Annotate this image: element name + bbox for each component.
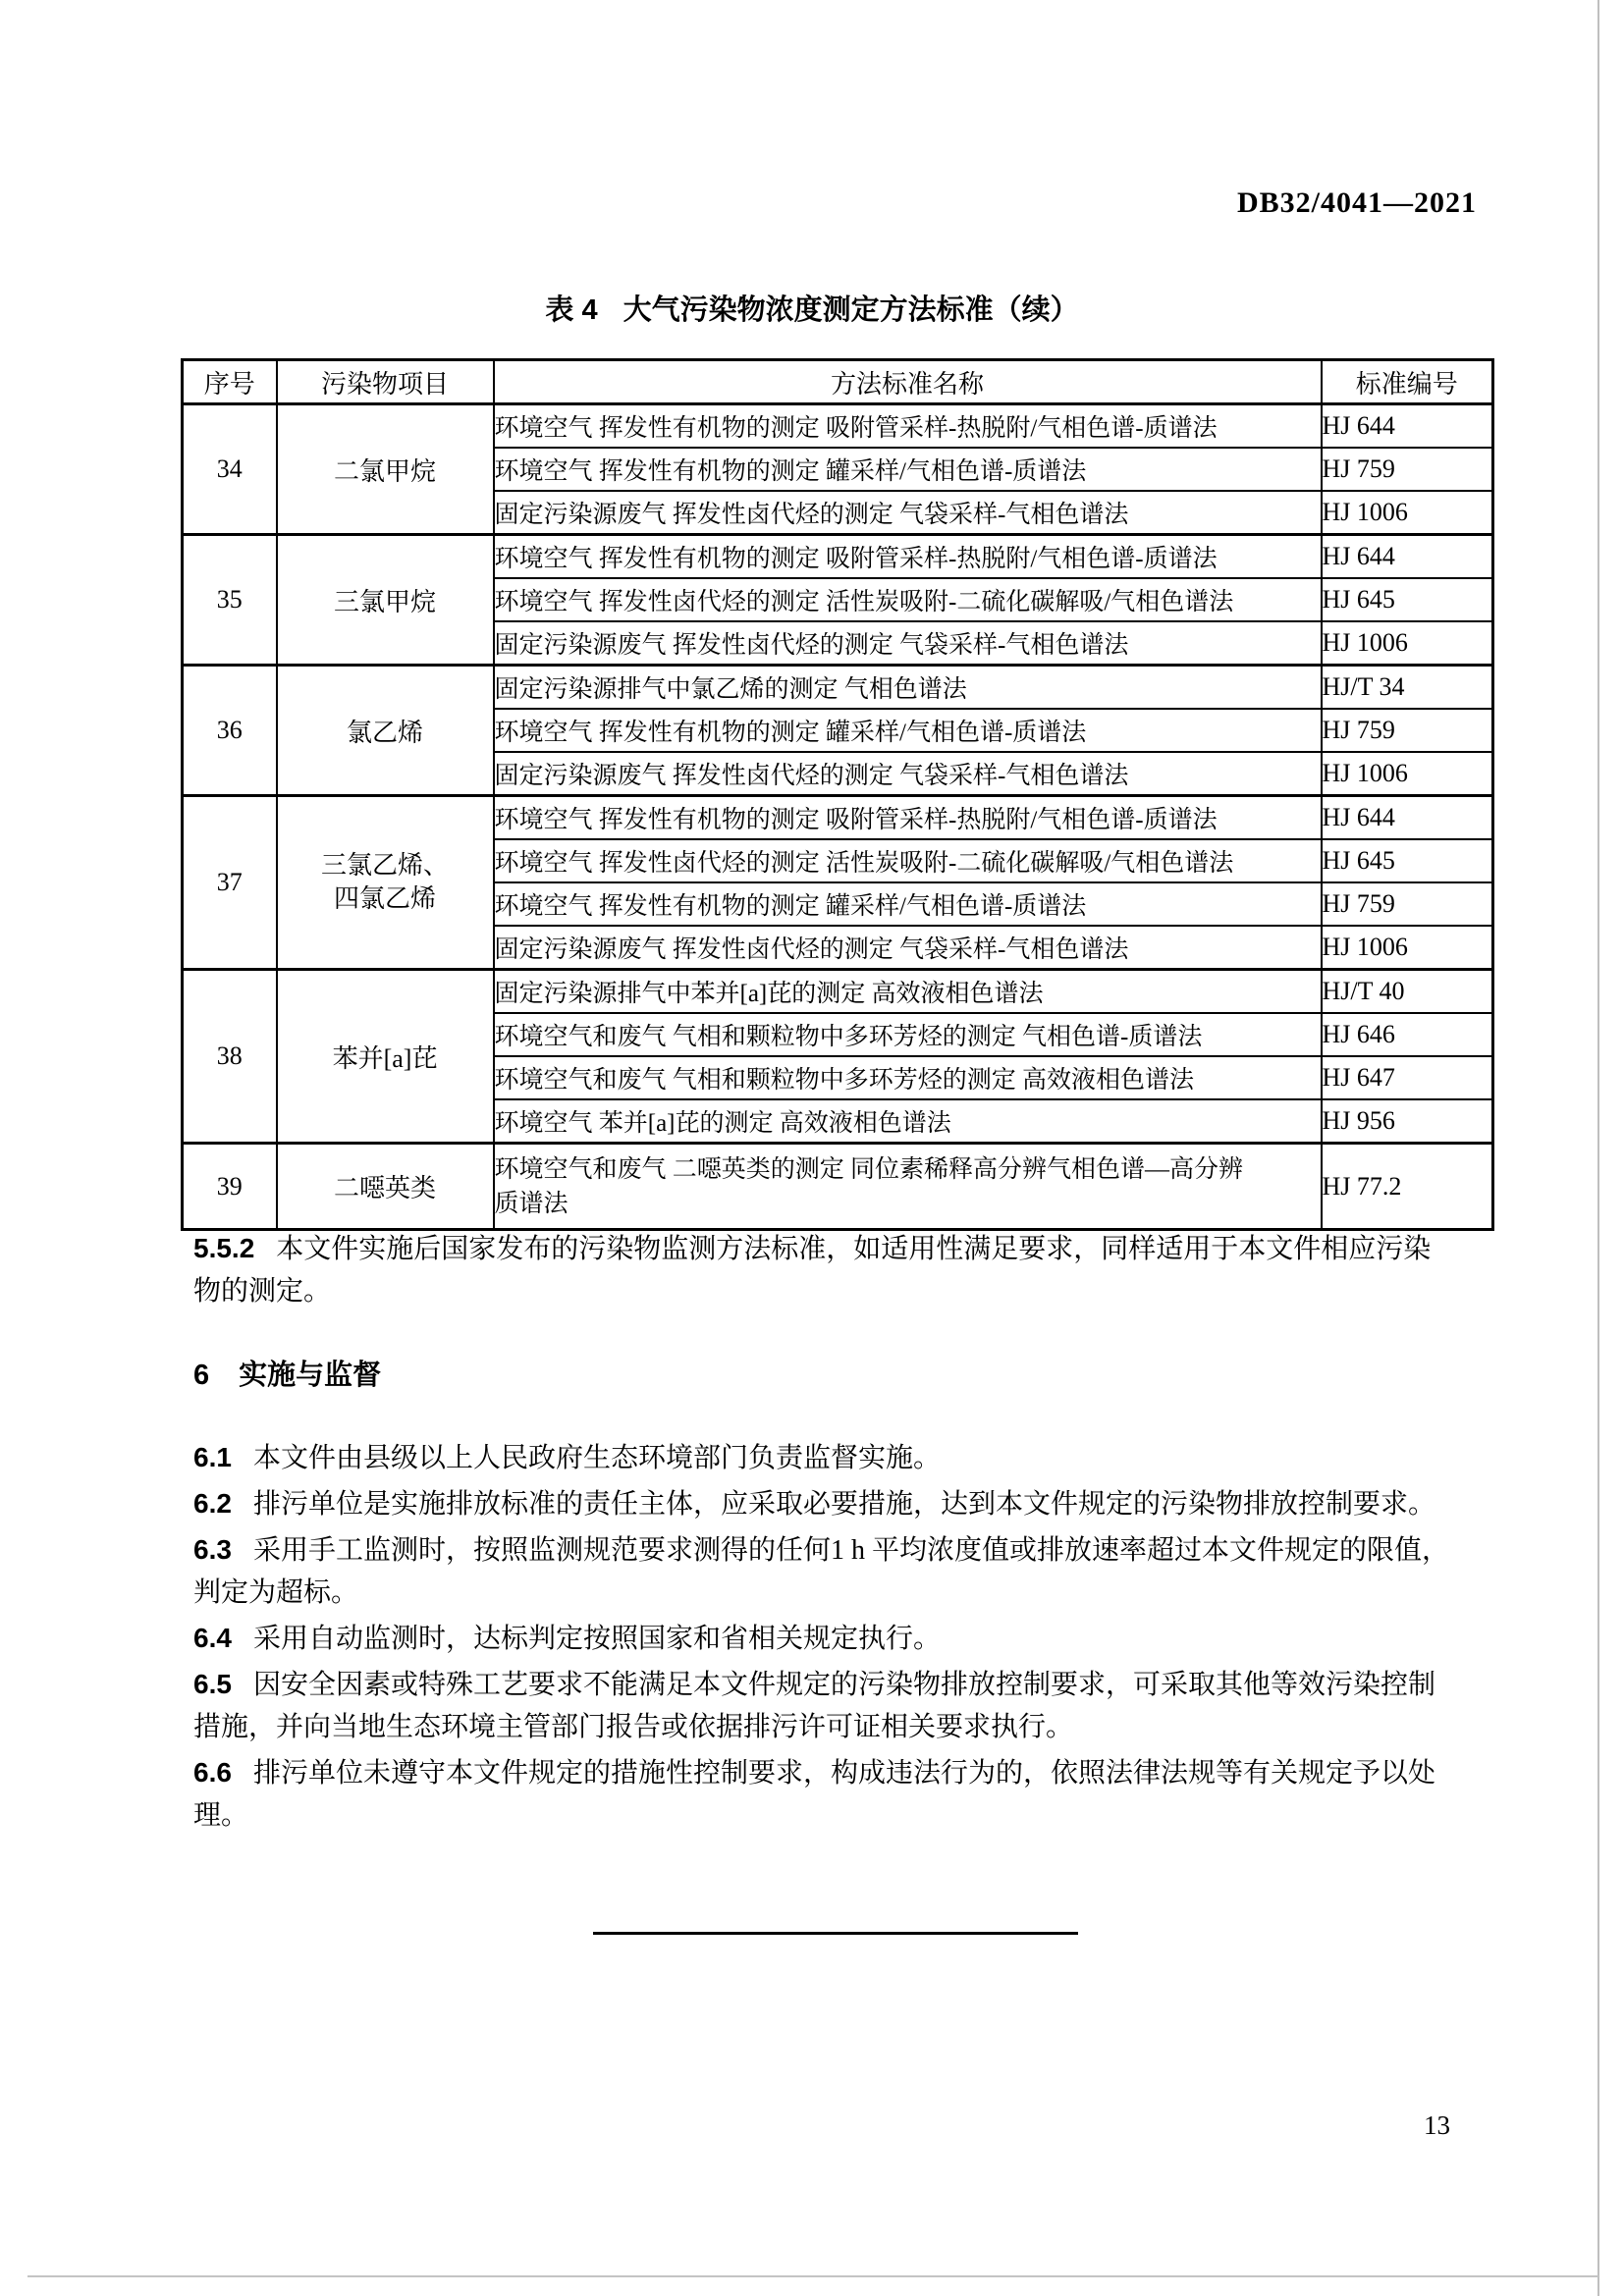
- clause-line: [193, 1482, 1514, 1525]
- cell-pollutant: 二噁英类: [277, 1144, 494, 1230]
- scan-edge-bottom: [27, 2275, 1598, 2277]
- clause-line: [193, 1528, 1514, 1572]
- clause-item: [193, 1436, 1514, 1479]
- clause-line: 物的测定。: [193, 1276, 332, 1307]
- table-row: [183, 666, 1493, 710]
- cell-serial-no: 37: [183, 796, 277, 970]
- cell-pollutant: 三氯甲烷: [277, 535, 494, 666]
- cell-standard-code: HJ 646: [1322, 1013, 1493, 1056]
- clause-5-5-2: [193, 1227, 1514, 1312]
- section-6-heading: [193, 1353, 381, 1393]
- clause-text: 采用手工监测时，按照监测规范要求测得的任何1 h 平均浓度值或排放速率超过本文件规定的限值，: [252, 1535, 1449, 1566]
- clause-number: 6.6: [193, 1757, 232, 1788]
- clause-line: [193, 1663, 1514, 1706]
- cell-standard-code: HJ 759: [1322, 882, 1493, 926]
- cell-standard-code: HJ 645: [1322, 578, 1493, 621]
- clause-line: [193, 1617, 1514, 1660]
- pollutant-line: 三氯乙烯、: [320, 851, 449, 880]
- table-header-row: [183, 360, 1493, 404]
- cell-standard-code: HJ 1006: [1322, 621, 1493, 666]
- cell-method-name: 环境空气 挥发性有机物的测定 吸附管采样-热脱附/气相色谱-质谱法: [494, 404, 1322, 449]
- cell-standard-code: HJ 1006: [1322, 752, 1493, 796]
- section-6-number: 6: [193, 1360, 210, 1391]
- cell-standard-code: HJ/T 34: [1322, 666, 1493, 710]
- cell-pollutant: 苯并[a]芘: [277, 970, 494, 1144]
- clause-line: [193, 1751, 1514, 1794]
- cell-method-name: 固定污染源废气 挥发性卤代烃的测定 气袋采样-气相色谱法: [494, 752, 1322, 796]
- cell-method-name: [494, 1144, 1322, 1230]
- cell-serial-no: 38: [183, 970, 277, 1144]
- cell-serial-no: 34: [183, 404, 277, 535]
- table-row: [183, 535, 1493, 579]
- clause-line: 措施，并向当地生态环境主管部门报告或依据排污许可证相关要求执行。: [193, 1712, 1074, 1742]
- cell-pollutant: [277, 796, 494, 970]
- column-header: 标准编号: [1322, 360, 1493, 404]
- cell-serial-no: 35: [183, 535, 277, 666]
- table-title: [0, 288, 1624, 328]
- cell-standard-code: HJ 645: [1322, 839, 1493, 882]
- clause-text: 采用自动监测时，达标判定按照国家和省相关规定执行。: [252, 1624, 941, 1654]
- cell-method-name: 环境空气 挥发性有机物的测定 吸附管采样-热脱附/气相色谱-质谱法: [494, 535, 1322, 579]
- column-header: 序号: [183, 360, 277, 404]
- cell-method-name: 固定污染源排气中氯乙烯的测定 气相色谱法: [494, 666, 1322, 710]
- column-header: 污染物项目: [277, 360, 494, 404]
- pollutant-line: 四氯乙烯: [333, 884, 436, 913]
- clause-line: [193, 1436, 1514, 1479]
- clause-number: 6.2: [193, 1488, 232, 1519]
- cell-pollutant: 氯乙烯: [277, 666, 494, 796]
- cell-serial-no: 39: [183, 1144, 277, 1230]
- clause-text: 本文件实施后国家发布的污染物监测方法标准，如适用性满足要求，同样适用于本文件相应污染: [276, 1234, 1432, 1264]
- cell-method-name: 环境空气 苯并[a]芘的测定 高效液相色谱法: [494, 1099, 1322, 1144]
- cell-method-name: 环境空气和废气 气相和颗粒物中多环芳烃的测定 气相色谱-质谱法: [494, 1013, 1322, 1056]
- clause-line: 判定为超标。: [193, 1577, 359, 1608]
- clause-number: 6.3: [193, 1534, 232, 1565]
- clause-number: 5.5.2: [193, 1233, 255, 1263]
- table-row: [183, 404, 1493, 449]
- clause-item: [193, 1617, 1514, 1660]
- doc-number: DB32/4041—2021: [1236, 187, 1477, 219]
- method-line: 环境空气和废气 二噁英类的测定 同位素稀释高分辨气相色谱—高分辨: [494, 1155, 1244, 1183]
- cell-standard-code: HJ 644: [1322, 796, 1493, 840]
- table-title-text: 大气污染物浓度测定方法标准（续）: [623, 294, 1079, 326]
- cell-method-name: 环境空气 挥发性有机物的测定 罐采样/气相色谱-质谱法: [494, 448, 1322, 491]
- section-6-clauses: [193, 1433, 1514, 1837]
- clause-item: [193, 1528, 1514, 1614]
- cell-method-name: 环境空气和废气 气相和颗粒物中多环芳烃的测定 高效液相色谱法: [494, 1056, 1322, 1099]
- cell-serial-no: 36: [183, 666, 277, 796]
- cell-method-name: 环境空气 挥发性有机物的测定 罐采样/气相色谱-质谱法: [494, 709, 1322, 752]
- cell-standard-code: HJ/T 40: [1322, 970, 1493, 1014]
- standards-table: [181, 358, 1494, 1231]
- page-number: 13: [1424, 2110, 1450, 2140]
- cell-standard-code: HJ 1006: [1322, 926, 1493, 970]
- cell-standard-code: HJ 956: [1322, 1099, 1493, 1144]
- cell-standard-code: HJ 647: [1322, 1056, 1493, 1099]
- method-line: 质谱法: [494, 1190, 568, 1217]
- cell-standard-code: HJ 759: [1322, 709, 1493, 752]
- table-row: [183, 970, 1493, 1014]
- cell-standard-code: HJ 1006: [1322, 491, 1493, 535]
- clause-number: 6.5: [193, 1669, 232, 1699]
- table-title-label: 表 4: [545, 294, 598, 326]
- cell-standard-code: HJ 77.2: [1322, 1144, 1493, 1230]
- clause-text: 因安全因素或特殊工艺要求不能满足本文件规定的污染物排放控制要求，可采取其他等效污染控制: [252, 1670, 1435, 1700]
- cell-standard-code: HJ 644: [1322, 404, 1493, 449]
- table-row: [183, 796, 1493, 840]
- table-row: [183, 1144, 1493, 1230]
- clause-item: [193, 1663, 1514, 1748]
- clause-text: 本文件由县级以上人民政府生态环境部门负责监督实施。: [252, 1443, 941, 1473]
- clause-line: [193, 1227, 1514, 1270]
- footer-rule: [593, 1932, 1078, 1935]
- clause-item: [193, 1482, 1514, 1525]
- cell-pollutant: 二氯甲烷: [277, 404, 494, 535]
- cell-method-name: 环境空气 挥发性有机物的测定 罐采样/气相色谱-质谱法: [494, 882, 1322, 926]
- cell-method-name: 固定污染源废气 挥发性卤代烃的测定 气袋采样-气相色谱法: [494, 926, 1322, 970]
- clause-number: 6.4: [193, 1623, 232, 1653]
- clause-item: [193, 1751, 1514, 1837]
- section-6-title: 实施与监督: [239, 1360, 382, 1391]
- scan-edge-right: [1597, 0, 1599, 2296]
- clause-text: 排污单位是实施排放标准的责任主体，应采取必要措施，达到本文件规定的污染物排放控制要求。: [252, 1489, 1435, 1520]
- cell-method-name: 固定污染源排气中苯并[a]芘的测定 高效液相色谱法: [494, 970, 1322, 1014]
- cell-standard-code: HJ 759: [1322, 448, 1493, 491]
- cell-standard-code: HJ 644: [1322, 535, 1493, 579]
- cell-method-name: 固定污染源废气 挥发性卤代烃的测定 气袋采样-气相色谱法: [494, 621, 1322, 666]
- clause-text: 排污单位未遵守本文件规定的措施性控制要求，构成违法行为的，依照法律法规等有关规定予以处: [252, 1758, 1435, 1789]
- cell-method-name: 环境空气 挥发性有机物的测定 吸附管采样-热脱附/气相色谱-质谱法: [494, 796, 1322, 840]
- cell-method-name: 环境空气 挥发性卤代烃的测定 活性炭吸附-二硫化碳解吸/气相色谱法: [494, 578, 1322, 621]
- cell-method-name: 环境空气 挥发性卤代烃的测定 活性炭吸附-二硫化碳解吸/气相色谱法: [494, 839, 1322, 882]
- clause-number: 6.1: [193, 1442, 232, 1472]
- column-header: 方法标准名称: [494, 360, 1322, 404]
- cell-method-name: 固定污染源废气 挥发性卤代烃的测定 气袋采样-气相色谱法: [494, 491, 1322, 535]
- clause-line: 理。: [193, 1800, 249, 1831]
